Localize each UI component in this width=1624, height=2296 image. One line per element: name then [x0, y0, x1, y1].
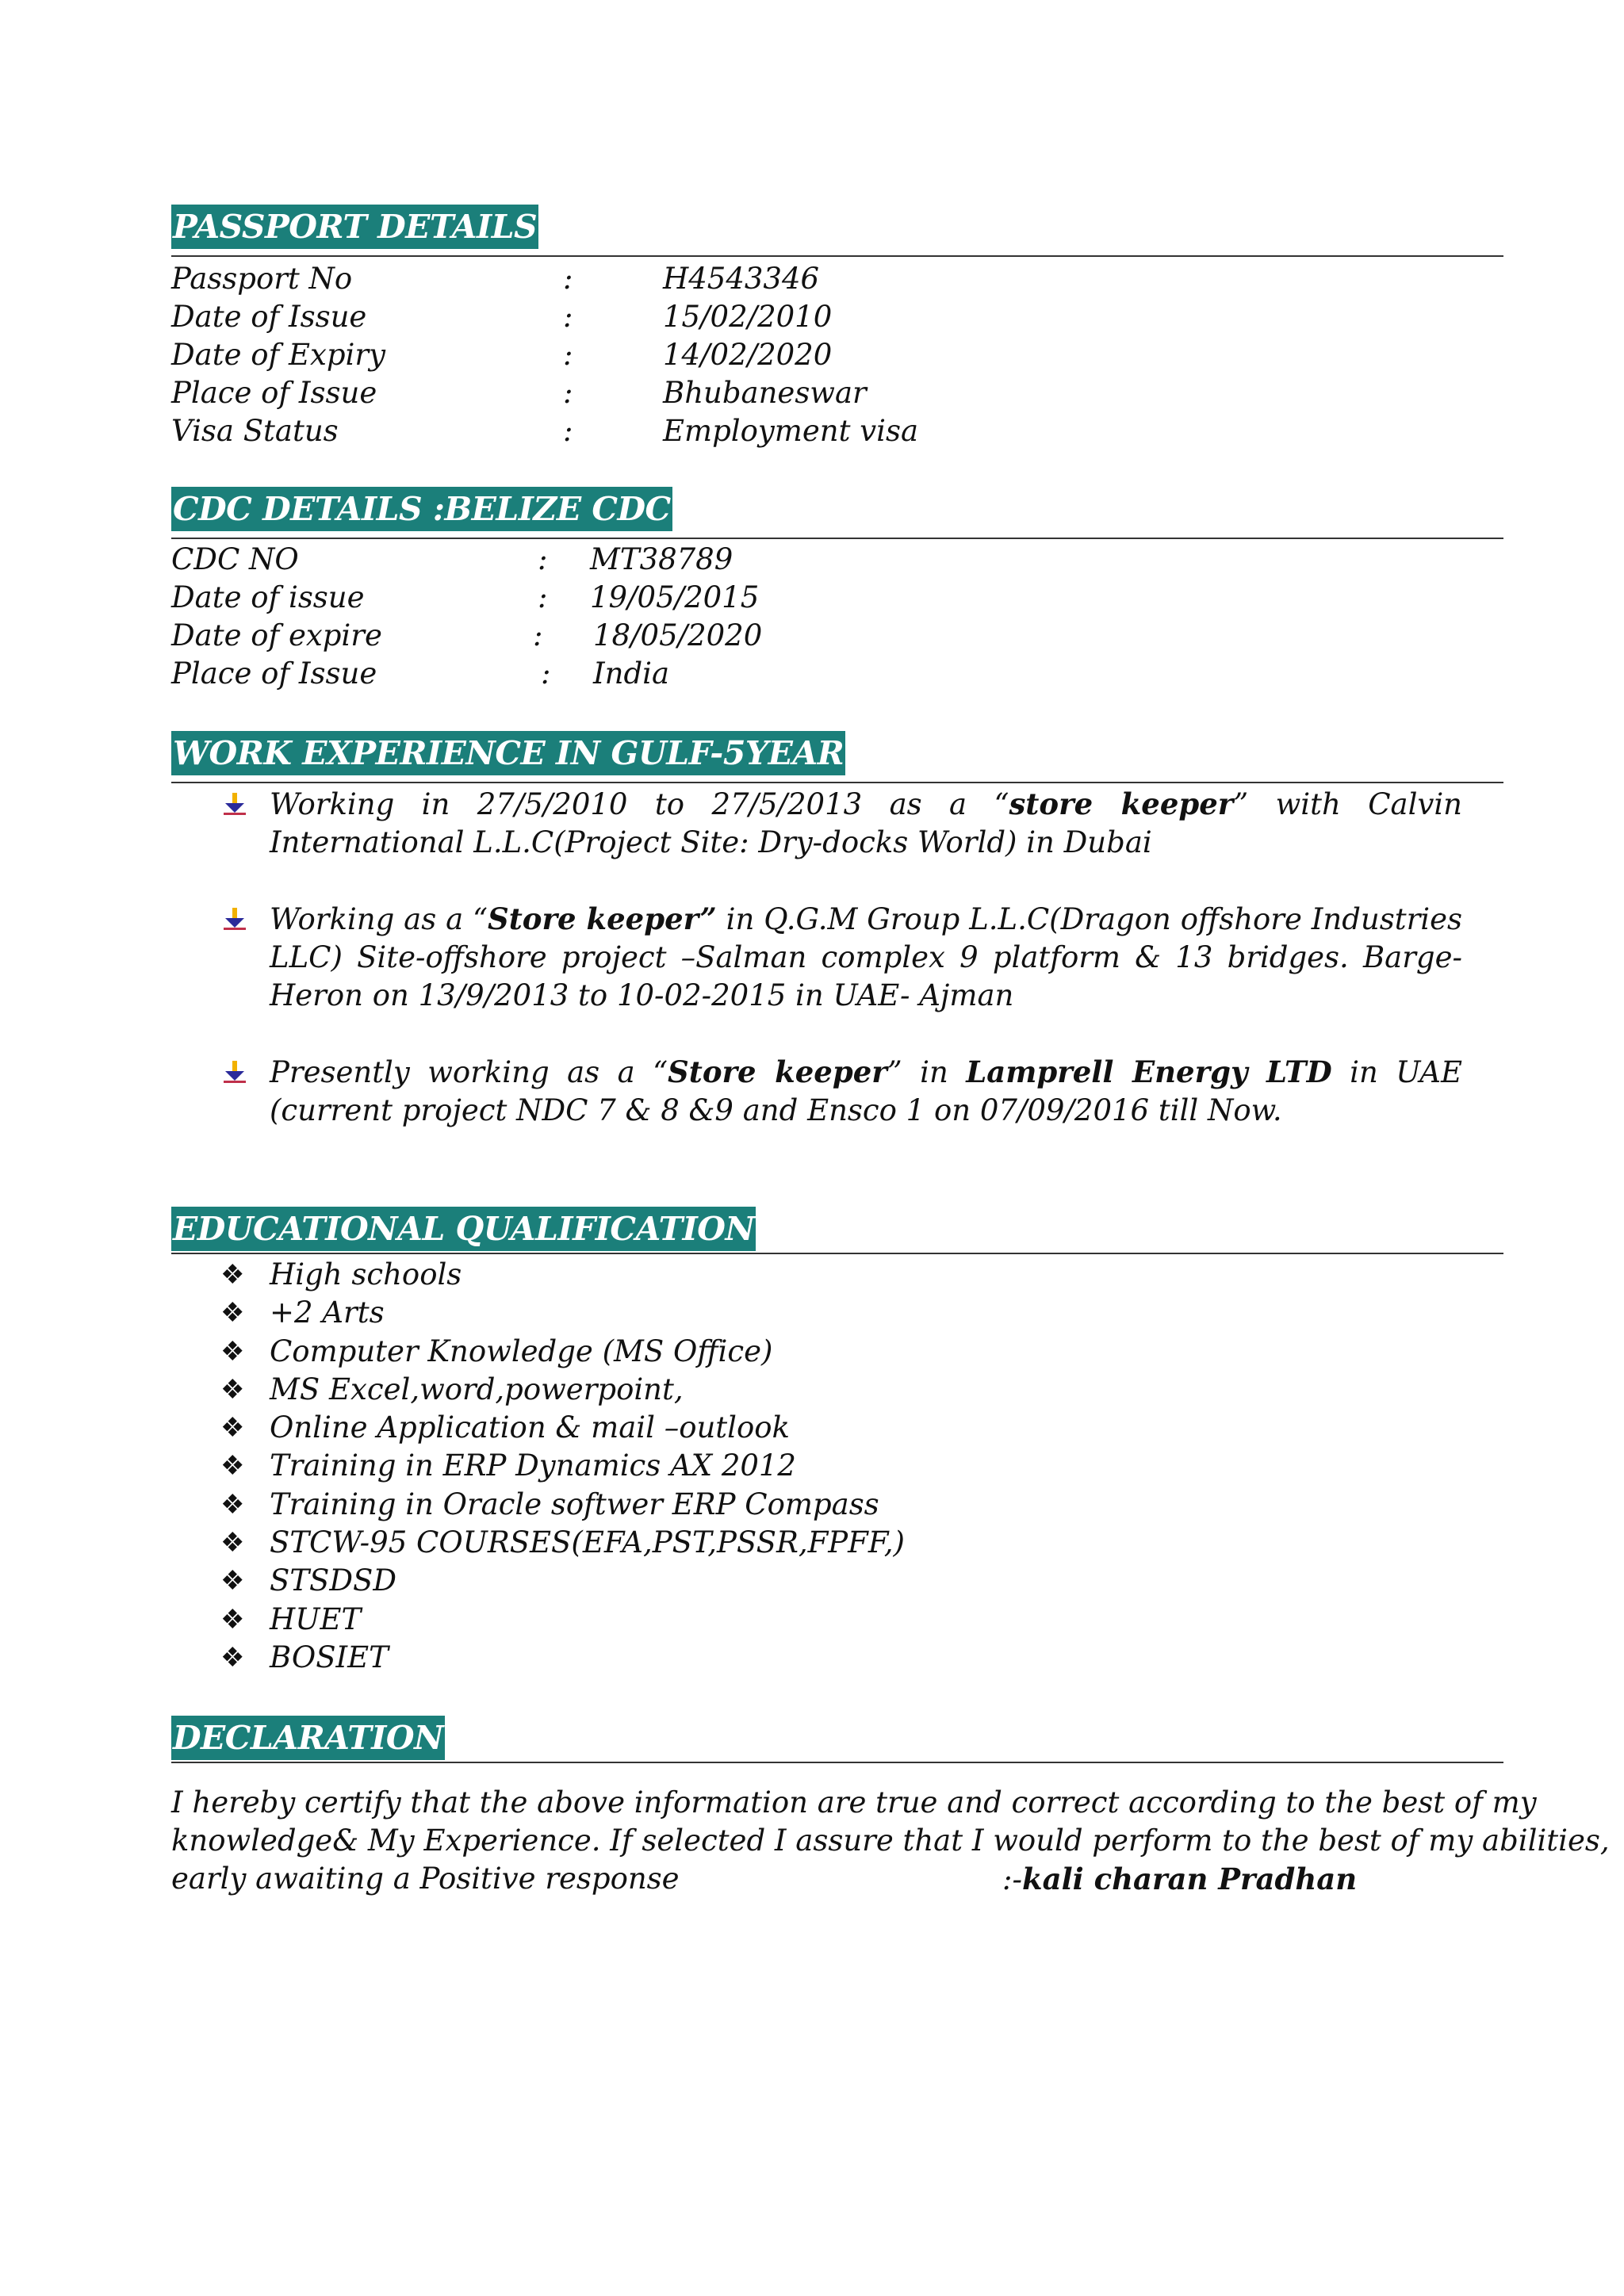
passport-key: Visa Status — [171, 414, 339, 448]
passport-row — [171, 260, 1503, 298]
education-item: ❖ High schools — [220, 1257, 462, 1292]
cdc-value: 19/05/2015 — [590, 580, 760, 614]
experience-text: ” in — [887, 1055, 967, 1089]
education-heading: EDUCATIONAL QUALIFICATION — [171, 1207, 756, 1251]
diamond-bullet-icon: ❖ — [220, 1603, 245, 1636]
experience-text: ” with Calvin International L.L.C(Project Site: Dry-docks World) in Dubai — [270, 787, 1463, 859]
experience-role: Store keeper — [668, 1054, 887, 1089]
declaration-line: knowledge& My Experience. If selected I assure that I would perform to the best of my abilities, — [171, 1823, 1610, 1858]
passport-key: Place of Issue — [171, 376, 377, 410]
cdc-sep: : — [541, 656, 551, 691]
passport-sep: : — [563, 376, 573, 410]
experience-item — [171, 900, 1503, 1015]
education-item: ❖ Training in ERP Dynamics AX 2012 — [220, 1448, 796, 1483]
education-item: ❖ Online Application & mail –outlook — [220, 1410, 790, 1445]
passport-heading: PASSPORT DETAILS — [171, 205, 538, 249]
experience-text: Working as a “ — [270, 902, 488, 936]
cdc-value: India — [593, 656, 670, 691]
cdc-row — [171, 579, 1503, 617]
education-item: ❖ STCW-95 COURSES(EFA,PST,PSSR,FPFF,) — [220, 1525, 905, 1560]
cdc-value: 18/05/2020 — [593, 618, 763, 652]
diamond-bullet-icon: ❖ — [220, 1565, 245, 1598]
experience-text: in UAE (current project NDC 7 & 8 &9 and Ensco 1 on 07/09/2016 till Now. — [270, 1055, 1462, 1127]
passport-row — [171, 298, 1503, 336]
passport-key: Date of Issue — [171, 300, 367, 334]
education-list — [171, 1256, 1503, 1677]
passport-row — [171, 336, 1503, 374]
experience-role: store keeper — [1009, 786, 1234, 821]
passport-details — [171, 260, 1503, 450]
education-item: ❖ STSDSD — [220, 1563, 397, 1598]
cdc-rule — [171, 538, 1503, 539]
declaration-line: I hereby certify that the above information are true and correct according to the best of my — [171, 1785, 1537, 1820]
cdc-key: CDC NO — [171, 542, 299, 576]
diamond-bullet-icon: ❖ — [220, 1259, 245, 1291]
passport-row — [171, 412, 1503, 450]
diamond-bullet-icon: ❖ — [220, 1412, 245, 1445]
cdc-sep: : — [533, 618, 543, 652]
experience-heading: WORK EXPERIENCE IN GULF-5YEAR — [171, 731, 845, 775]
declaration-heading: DECLARATION — [171, 1716, 445, 1760]
diamond-bullet-icon: ❖ — [220, 1335, 245, 1368]
experience-list — [171, 785, 1503, 1130]
passport-value: Bhubaneswar — [663, 376, 867, 410]
passport-sep: : — [563, 414, 573, 448]
passport-key: Date of Expiry — [171, 338, 385, 372]
signature — [1002, 1860, 1357, 1899]
cdc-heading: CDC DETAILS :BELIZE CDC — [171, 487, 672, 531]
declaration-last-line — [171, 1860, 1503, 1898]
diamond-bullet-icon: ❖ — [220, 1450, 245, 1483]
cdc-key: Date of expire — [171, 618, 382, 652]
declaration-line: early awaiting a Positive response — [171, 1862, 680, 1896]
diamond-bullet-icon: ❖ — [220, 1488, 245, 1521]
passport-row — [171, 374, 1503, 412]
cdc-sep: : — [538, 580, 548, 614]
education-item: ❖ MS Excel,word,powerpoint, — [220, 1372, 684, 1406]
experience-text: in Q.G.M Group L.L.C(Dragon offshore Industries LLC) Site-offshore project –Salman complex 9 platform & 13 bridges. Barge-Heron on 13/9/2013 to 10-02-2015 in UAE- Ajman — [270, 902, 1462, 1012]
experience-item — [171, 785, 1503, 862]
experience-text: Working in 27/5/2010 to 27/5/2013 as a “ — [270, 787, 1009, 821]
passport-sep: : — [563, 262, 573, 296]
diamond-bullet-icon: ❖ — [220, 1527, 245, 1559]
cdc-key: Date of issue — [171, 580, 365, 614]
passport-rule — [171, 255, 1503, 257]
down-arrow-bullet-icon — [224, 792, 246, 816]
passport-sep: : — [563, 300, 573, 334]
experience-item — [171, 1053, 1503, 1130]
diamond-bullet-icon: ❖ — [220, 1641, 245, 1674]
education-rule — [171, 1253, 1503, 1254]
education-item: ❖ BOSIET — [220, 1640, 389, 1674]
cdc-value: MT38789 — [590, 542, 733, 576]
down-arrow-bullet-icon — [224, 907, 246, 931]
education-item: ❖ Training in Oracle softwer ERP Compass — [220, 1487, 879, 1521]
education-item: ❖ Computer Knowledge (MS Office) — [220, 1334, 773, 1368]
signature-prefix: :- — [1002, 1862, 1022, 1896]
experience-role: Store keeper” — [487, 901, 717, 936]
passport-value: 14/02/2020 — [663, 338, 833, 372]
cdc-row — [171, 541, 1503, 579]
cdc-row — [171, 617, 1503, 655]
passport-key: Passport No — [171, 262, 353, 296]
education-item: ❖ +2 Arts — [220, 1295, 385, 1330]
cdc-key: Place of Issue — [171, 656, 377, 691]
experience-text: Presently working as a “ — [270, 1055, 668, 1089]
signature-name: kali charan Pradhan — [1021, 1862, 1358, 1896]
cdc-sep: : — [538, 542, 548, 576]
down-arrow-bullet-icon — [224, 1060, 246, 1084]
passport-sep: : — [563, 338, 573, 372]
declaration-text — [171, 1784, 1610, 1898]
experience-rule — [171, 782, 1503, 783]
education-item: ❖ HUET — [220, 1601, 362, 1636]
experience-company: Lamprell Energy LTD — [966, 1054, 1332, 1089]
passport-value: Employment visa — [663, 414, 919, 448]
declaration-rule — [171, 1762, 1503, 1763]
passport-value: H4543346 — [663, 262, 820, 296]
diamond-bullet-icon: ❖ — [220, 1373, 245, 1406]
cdc-details — [171, 541, 1503, 693]
passport-value: 15/02/2010 — [663, 300, 833, 334]
diamond-bullet-icon: ❖ — [220, 1297, 245, 1330]
cdc-row — [171, 655, 1503, 693]
